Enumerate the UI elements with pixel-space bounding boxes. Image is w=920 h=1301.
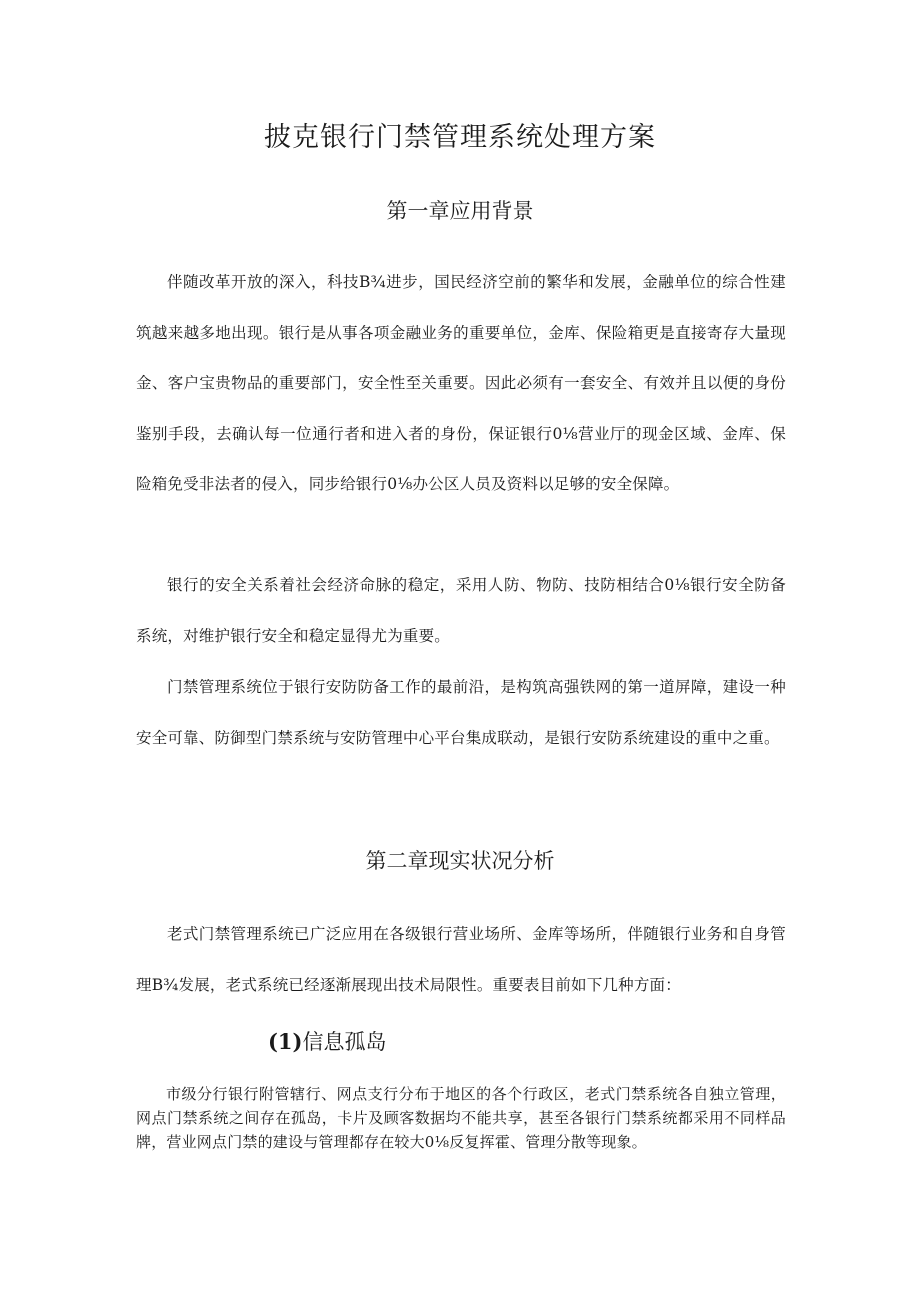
chapter-1-paragraph-2: 银行的安全关系着社会经济命脉的稳定，采用人防、物防、技防相结合0⅛银行安全防备系统，对维护银行安全和稳定显得尤为重要。: [136, 576, 786, 645]
section-heading: [268, 1026, 386, 1058]
section-paragraph: 市级分行银行附管辖行、网点支行分布于地区的各个行政区，老式门禁系统各自独立管理，网点门禁系统之间存在孤岛，卡片及顾客数据均不能共享，甚至各银行门禁系统都采用不同样品牌，营业网点门禁的建设与管理都存在较大0⅛反复挥霍、管理分散等现象。: [136, 1085, 786, 1151]
chapter-2-paragraph-1: 老式门禁管理系统已广泛应用在各级银行营业场所、金库等场所，伴随银行业务和自身管理B¾发展，老式系统已经逐渐展现出技术局限性。重要表目前如下几种方面：: [136, 925, 786, 994]
document-title: 披克银行门禁管理系统处理方案: [264, 122, 656, 153]
section-number: (1): [268, 1029, 303, 1054]
section-title-text: 信息孤岛: [302, 1030, 387, 1054]
chapter-1-paragraph-3: 门禁管理系统位于银行安防防备工作的最前沿，是构筑高强铁网的第一道屏障，建设一种安全可靠、防御型门禁系统与安防管理中心平台集成联动，是银行安防系统建设的重中之重。: [136, 678, 786, 747]
chapter-2-title: 第二章现实状况分析: [365, 849, 555, 873]
chapter-1-paragraph-1: 伴随改革开放的深入，科技B¾进步，国民经济空前的繁华和发展，金融单位的综合性建筑越来越多地出现。银行是从事各项金融业务的重要单位，金库、保险箱更是直接寄存大量现金、客户宝贵物品的重要部门，安全性至关重要。因此必须有一套安全、有效并且以便的身份鉴别手段，去确认每一位通行者和进入者的身份，保证银行0⅛营业厅的现金区域、金库、保险箱免受非法者的侵入，同步给银行0⅛办公区人员及资料以足够的安全保障。: [136, 273, 786, 493]
chapter-1-title: 第一章应用背景: [386, 199, 534, 223]
